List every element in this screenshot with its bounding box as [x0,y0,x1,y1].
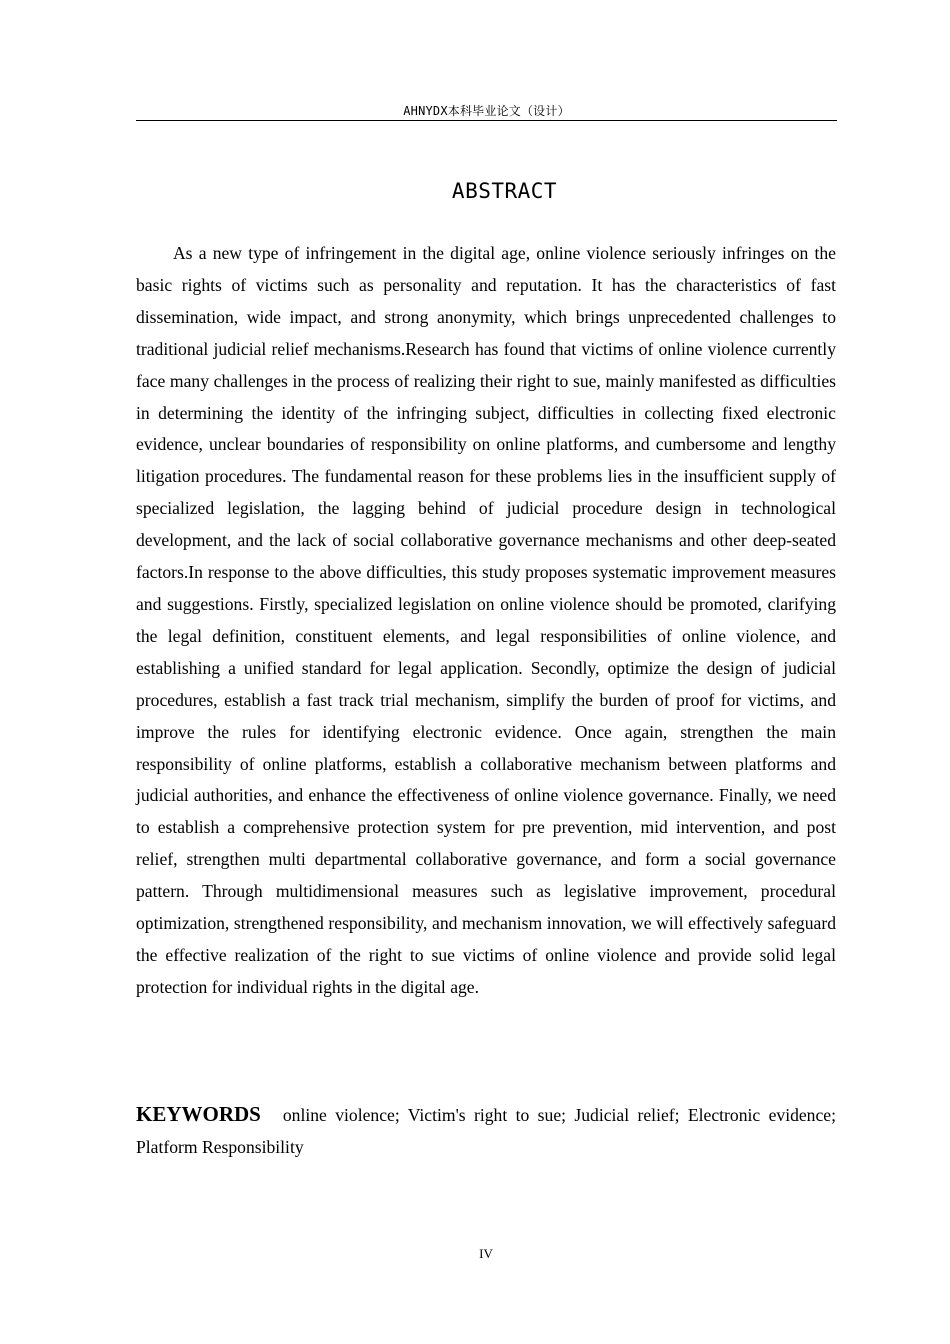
abstract-body: As a new type of infringement in the digital age, online violence seriously infringes on the basic rights of victims such as personality and reputation. It has the characteristics of fast dissemination, wide impact, and strong anonymity, which brings unprecedented challenges to traditional judicial relief mechanisms.Research has found that victims of online violence currently face many challenges in the process of realizing their right to sue, mainly manifested as difficulties in determining the identity of the infringing subject, difficulties in collecting fixed electronic evidence, unclear boundaries of responsibility on online platforms, and cumbersome and lengthy litigation procedures. The fundamental reason for these problems lies in the insufficient supply of specialized legislation, the lagging behind of judicial procedure design in technological development, and the lack of social collaborative governance mechanisms and other deep-seated factors.In response to the above difficulties, this study proposes systematic improvement measures and suggestions. Firstly, specialized legislation on online violence should be promoted, clarifying the legal definition, constituent elements, and legal responsibilities of online violence, and establishing a unified standard for legal application. Secondly, optimize the design of judicial procedures, establish a fast track trial mechanism, simplify the burden of proof for victims, and improve the rules for identifying electronic evidence. Once again, strengthen the main responsibility of online platforms, establish a collaborative mechanism between platforms and judicial authorities, and enhance the effectiveness of online violence governance. Finally, we need to establish a comprehensive protection system for pre prevention, mid intervention, and post relief, strengthen multi departmental collaborative governance, and form a social governance pattern. Through multidimensional measures such as legislative improvement, procedural optimization, strengthened responsibility, and mechanism innovation, we will effectively safeguard the effective realization of the right to sue victims of online violence and provide solid legal protection for individual rights in the digital age. [136,243,836,997]
page-number: IV [479,1246,493,1261]
keywords-section [136,1099,836,1164]
header-divider [136,120,837,121]
running-header: AHNYDX本科毕业论文（设计） [403,104,570,118]
keywords-text: online violence; Victim's right to sue; Judicial relief; Electronic evidence; Platform Responsibility [136,1105,836,1157]
abstract-title: ABSTRACT [451,179,558,203]
keywords-label: KEYWORDS [136,1102,261,1126]
